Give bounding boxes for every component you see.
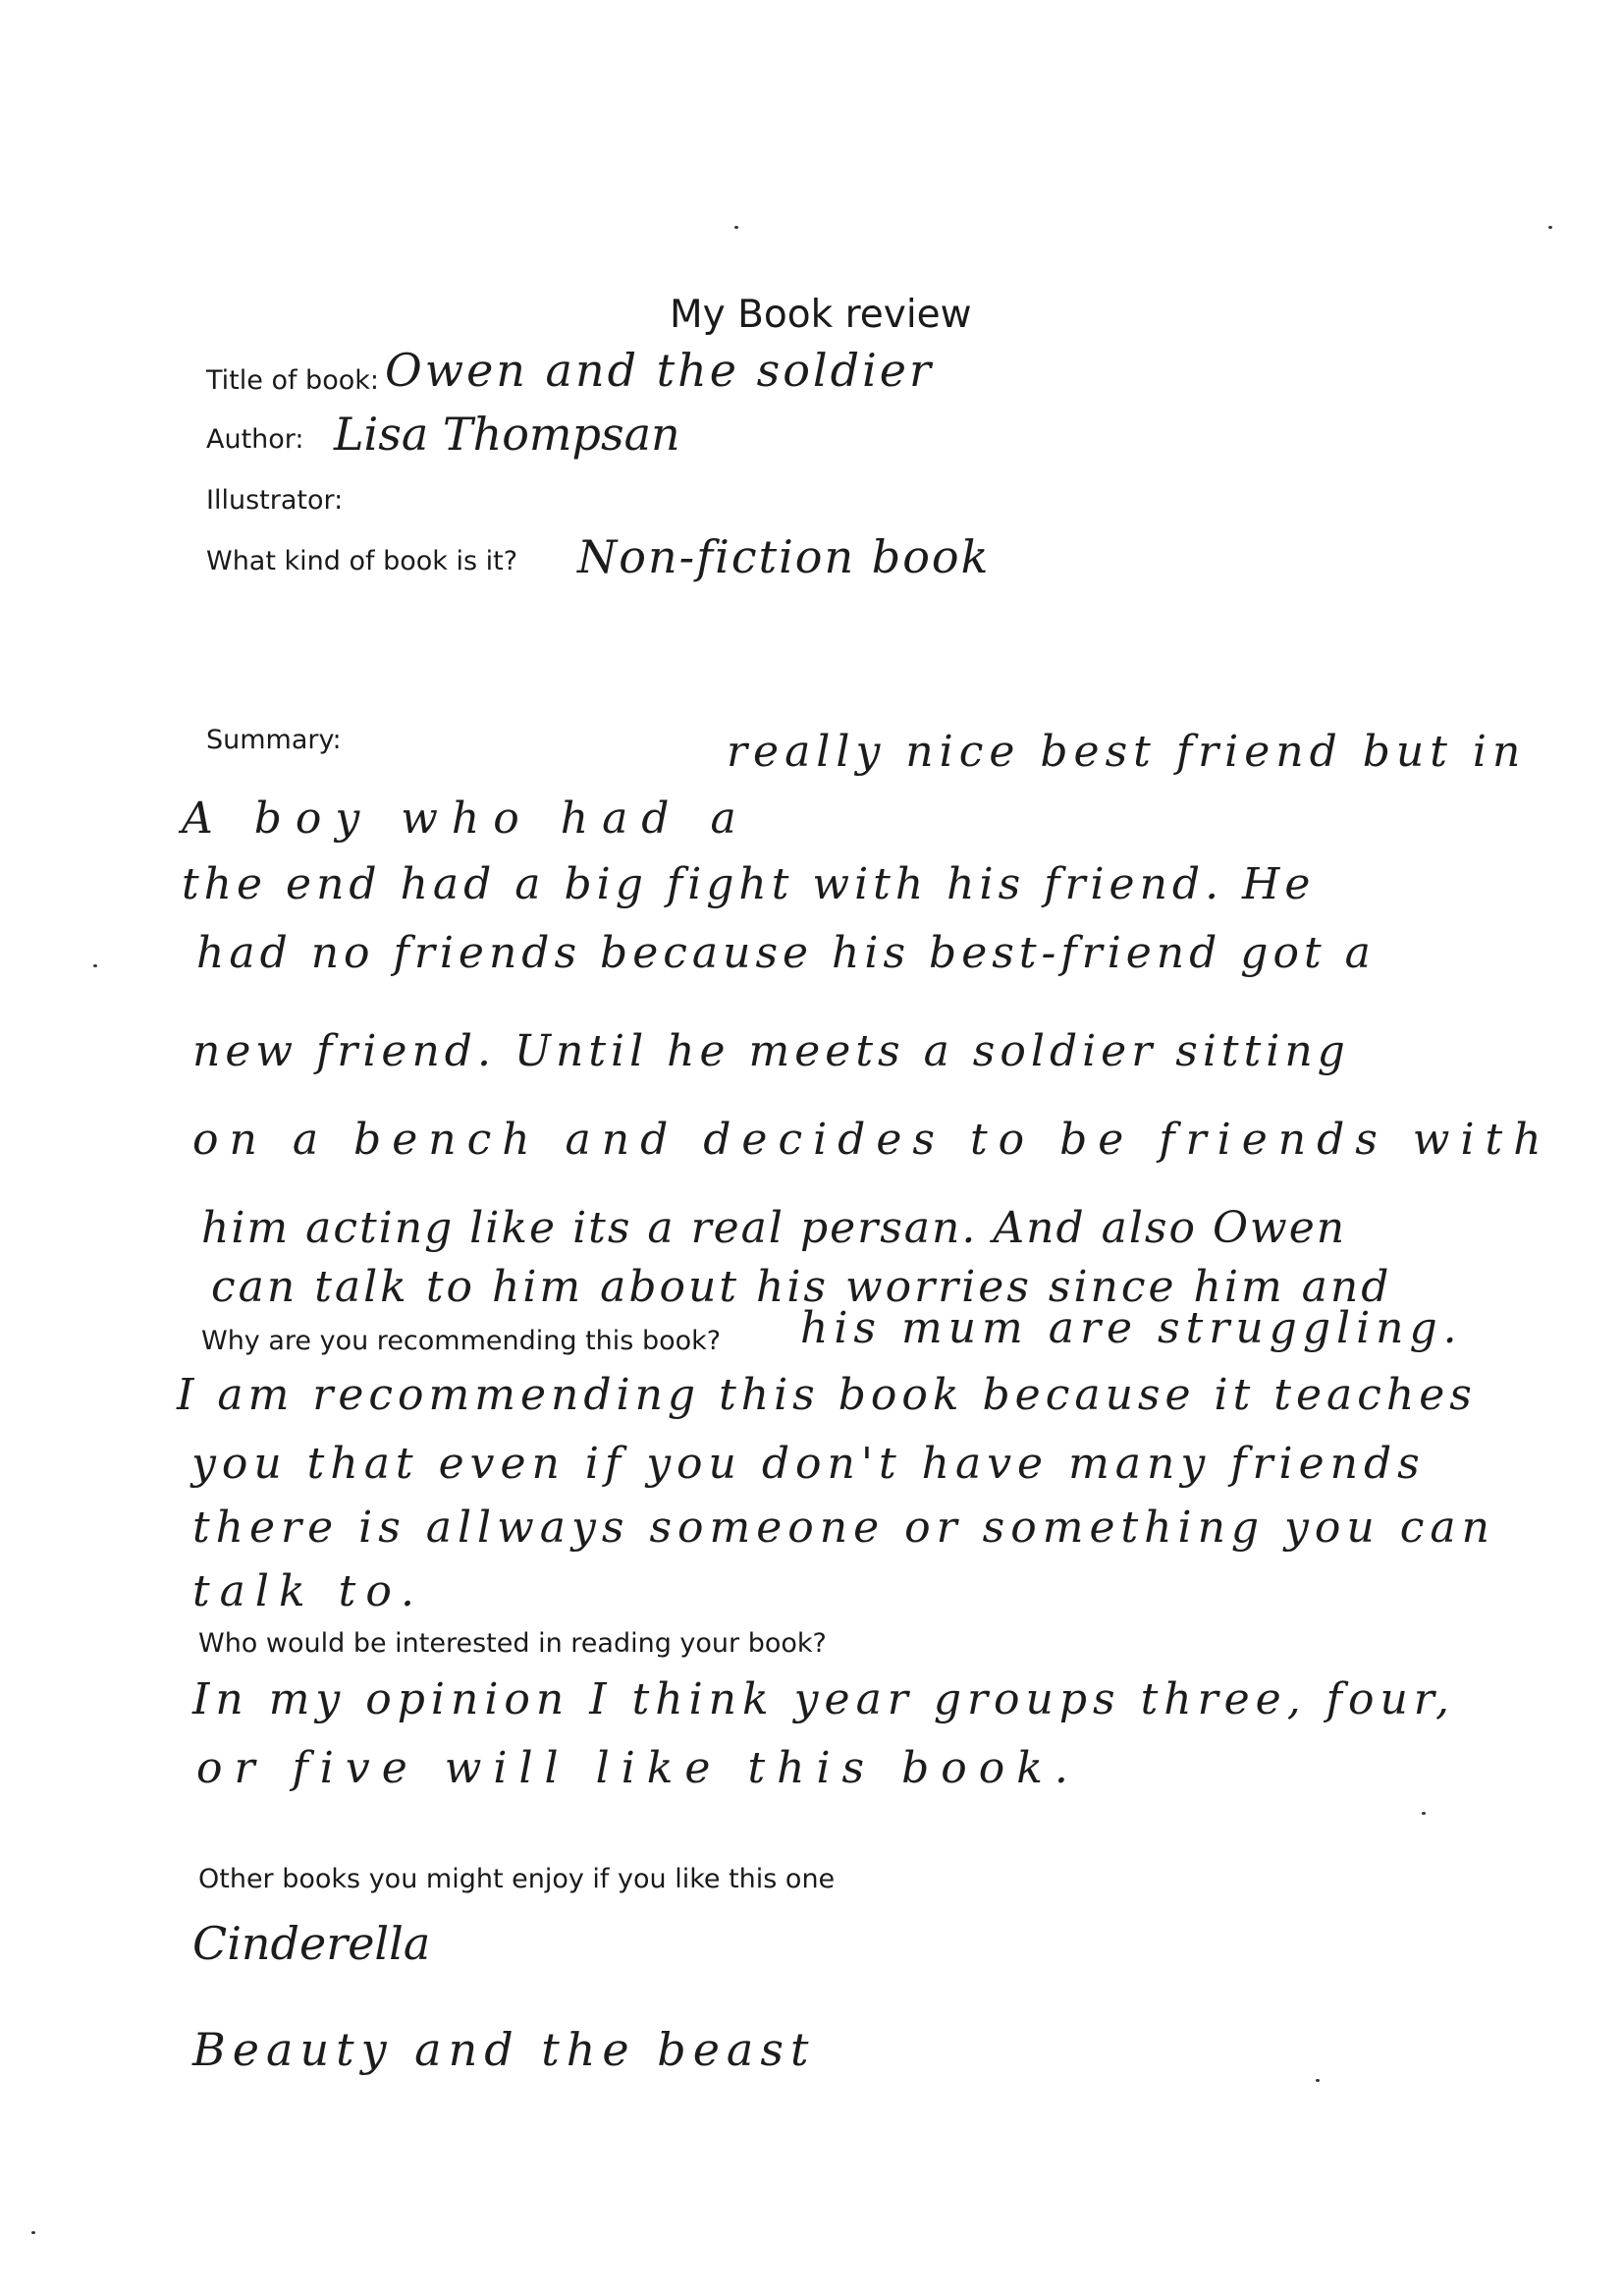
other-book-item: Beauty and the beast	[192, 2023, 816, 2076]
author-label: Author:	[206, 424, 304, 455]
recommend-line: I am recommending this book because it teaches	[177, 1370, 1477, 1420]
summary-line: had no friends because his best-friend got a	[196, 928, 1376, 978]
recommend-line: there is allways someone or something you can	[192, 1503, 1495, 1553]
title-of-book-label: Title of book:	[206, 365, 379, 396]
interested-label: Who would be interested in reading your book?	[198, 1628, 827, 1659]
recommend-label: Why are you recommending this book?	[201, 1326, 722, 1356]
other-book-item: Cinderella	[192, 1917, 431, 1970]
summary-line: can talk to him about his worries since him and	[211, 1262, 1392, 1312]
summary-line: really nice best friend but in	[727, 727, 1527, 777]
summary-line: on a bench and decides to be friends with	[192, 1115, 1552, 1165]
summary-line: new friend. Until he meets a soldier sitting	[192, 1026, 1350, 1076]
interested-line: or five will like this book.	[196, 1743, 1080, 1793]
author-value: Lisa Thompsan	[334, 408, 680, 461]
illustrator-label: Illustrator:	[206, 485, 344, 516]
scan-speck	[31, 2231, 35, 2234]
summary-line: him acting like its a real persan. And also Owen	[201, 1203, 1347, 1253]
other-books-label: Other books you might enjoy if you like this one	[198, 1864, 836, 1894]
kind-of-book-value: Non-fiction book	[577, 530, 991, 583]
summary-line: the end had a big fight with his friend. He	[182, 859, 1316, 909]
summary-line: A boy who had a	[182, 793, 750, 844]
page-title: My Book review	[670, 293, 972, 337]
interested-line: In my opinion I think year groups three, four,	[192, 1674, 1455, 1724]
summary-label: Summary:	[206, 725, 342, 755]
scan-speck	[1316, 2079, 1320, 2082]
recommend-line: talk to.	[192, 1566, 425, 1616]
scan-speck	[734, 226, 738, 229]
recommend-line: you that even if you don't have many friends	[191, 1439, 1426, 1489]
scan-speck	[1548, 226, 1552, 229]
scan-speck	[1422, 1812, 1426, 1815]
summary-line: his mum are struggling.	[800, 1303, 1463, 1353]
scan-speck	[93, 964, 97, 967]
title-of-book-value: Owen and the soldier	[385, 344, 935, 397]
kind-of-book-label: What kind of book is it?	[206, 546, 518, 576]
